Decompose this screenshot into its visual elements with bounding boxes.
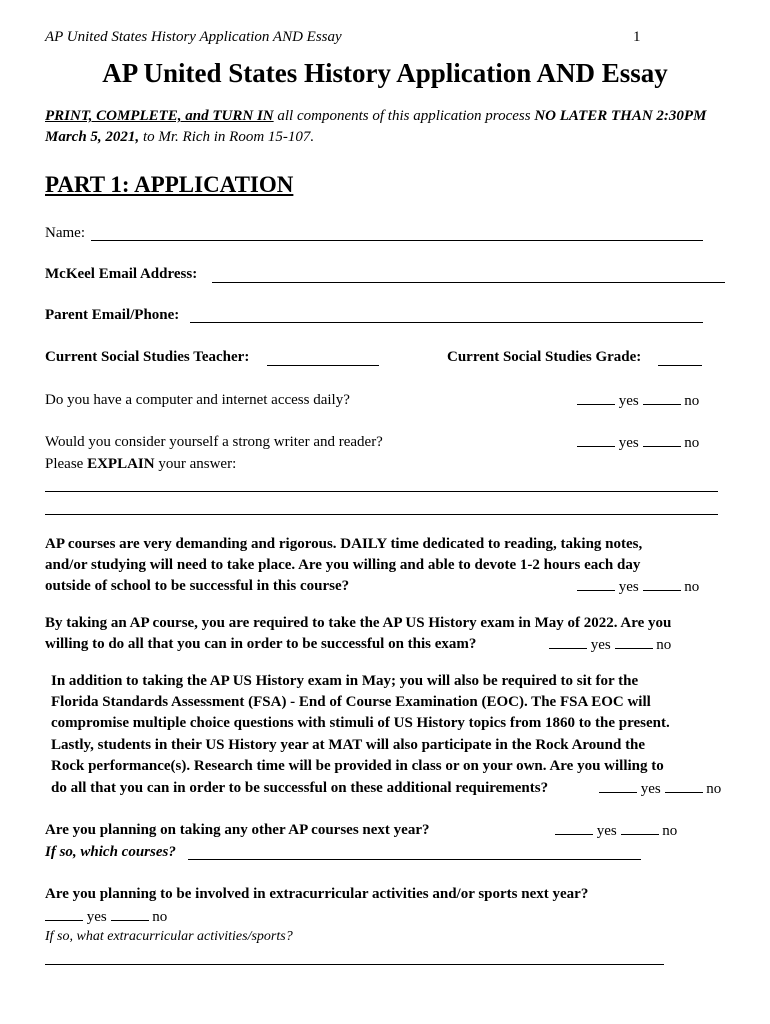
extracurricular-no-blank[interactable] [111, 908, 149, 921]
fsa-line-3: compromise multiple choice questions with stimuli of US History topics from 1860 to the present. [51, 715, 670, 731]
other-ap-question: Are you planning on taking any other AP courses next year? [45, 822, 430, 838]
explain-answer-line-2[interactable] [45, 514, 718, 515]
demanding-line-2: and/or studying will need to take place. Are you willing and able to devote 1-2 hours each day [45, 557, 641, 573]
other-ap-courses-field[interactable] [188, 859, 641, 860]
intro-tail: to Mr. Rich in Room 15-107. [139, 129, 315, 145]
yes-label: yes [86, 909, 107, 925]
intro-date: March 5, 2021, [45, 129, 140, 145]
yes-label: yes [618, 393, 639, 409]
teacher-label: Current Social Studies Teacher: [45, 349, 250, 365]
name-label: Name: [45, 225, 85, 241]
no-label: no [684, 579, 700, 595]
fsa-line-1: In addition to taking the AP US History exam in May; you will also be required to sit for the [51, 673, 639, 689]
explain-post: your answer: [154, 456, 237, 472]
computer-yes-no [577, 392, 699, 410]
no-label: no [684, 393, 700, 409]
computer-question: Do you have a computer and internet access daily? [45, 392, 350, 408]
name-field[interactable] [91, 240, 703, 241]
exam-yes-no [549, 636, 671, 654]
demanding-yes-blank[interactable] [577, 578, 615, 591]
other-ap-yes-no [555, 822, 677, 840]
fsa-line-2: Florida Standards Assessment (FSA) - End of Course Examination (EOC). The FSA EOC will [51, 694, 651, 710]
parent-label: Parent Email/Phone: [45, 307, 180, 323]
intro-lead: PRINT, COMPLETE, and TURN IN [45, 108, 274, 124]
explain-bold: EXPLAIN [87, 456, 155, 472]
exam-line-2: willing to do all that you can in order to be successful on this exam? [45, 636, 477, 652]
extracurricular-followup: If so, what extracurricular activities/sports? [45, 929, 293, 944]
explain-prompt [45, 456, 236, 473]
demanding-line-1: AP courses are very demanding and rigorous. DAILY time dedicated to reading, taking notes, [45, 536, 643, 552]
computer-yes-blank[interactable] [577, 392, 615, 405]
yes-label: yes [618, 579, 639, 595]
intro-line-2 [45, 129, 314, 146]
no-label: no [684, 435, 700, 451]
running-header: AP United States History Application AND Essay [45, 29, 342, 45]
demanding-yes-no [577, 578, 699, 596]
grade-label: Current Social Studies Grade: [447, 349, 642, 365]
demanding-no-blank[interactable] [643, 578, 681, 591]
fsa-line-4: Lastly, students in their US History year at MAT will also participate in the Rock Around the [51, 737, 646, 753]
no-label: no [706, 781, 722, 797]
other-ap-followup: If so, which courses? [45, 844, 176, 860]
intro-line-1 [45, 108, 706, 125]
writer-question: Would you consider yourself a strong writer and reader? [45, 434, 383, 450]
exam-line-1: By taking an AP course, you are required to take the AP US History exam in May of 2022. Are you [45, 615, 672, 631]
email-field[interactable] [212, 282, 725, 283]
demanding-line-3: outside of school to be successful in this course? [45, 578, 350, 594]
page-number: 1 [633, 29, 641, 45]
intro-middle: all components of this application process [273, 108, 535, 124]
writer-no-blank[interactable] [643, 434, 681, 447]
parent-field[interactable] [190, 322, 703, 323]
computer-no-blank[interactable] [643, 392, 681, 405]
yes-label: yes [640, 781, 661, 797]
no-label: no [656, 637, 672, 653]
other-ap-yes-blank[interactable] [555, 822, 593, 835]
extracurricular-answer-line[interactable] [45, 964, 664, 965]
exam-no-blank[interactable] [615, 636, 653, 649]
writer-yes-no [577, 434, 699, 452]
yes-label: yes [590, 637, 611, 653]
writer-yes-blank[interactable] [577, 434, 615, 447]
intro-deadline: NO LATER THAN 2:30PM [534, 108, 707, 124]
yes-label: yes [618, 435, 639, 451]
fsa-yes-blank[interactable] [599, 780, 637, 793]
exam-yes-blank[interactable] [549, 636, 587, 649]
explain-answer-line-1[interactable] [45, 491, 718, 492]
extracurricular-yes-blank[interactable] [45, 908, 83, 921]
extracurricular-yes-no [45, 908, 167, 926]
fsa-line-6: do all that you can in order to be successful on these additional requirements? [51, 780, 549, 796]
no-label: no [152, 909, 168, 925]
fsa-line-5: Rock performance(s). Research time will be provided in class or on your own. Are you willing to [51, 758, 664, 774]
page-title: AP United States History Application AND Essay [102, 58, 668, 88]
email-label: McKeel Email Address: [45, 266, 198, 282]
other-ap-no-blank[interactable] [621, 822, 659, 835]
fsa-no-blank[interactable] [665, 780, 703, 793]
fsa-yes-no [599, 780, 721, 798]
grade-field[interactable] [658, 365, 702, 366]
explain-pre: Please [45, 456, 88, 472]
part1-heading: PART 1: APPLICATION [45, 172, 294, 197]
teacher-field[interactable] [267, 365, 379, 366]
no-label: no [662, 823, 678, 839]
yes-label: yes [596, 823, 617, 839]
extracurricular-question: Are you planning to be involved in extracurricular activities and/or sports next year? [45, 886, 589, 902]
